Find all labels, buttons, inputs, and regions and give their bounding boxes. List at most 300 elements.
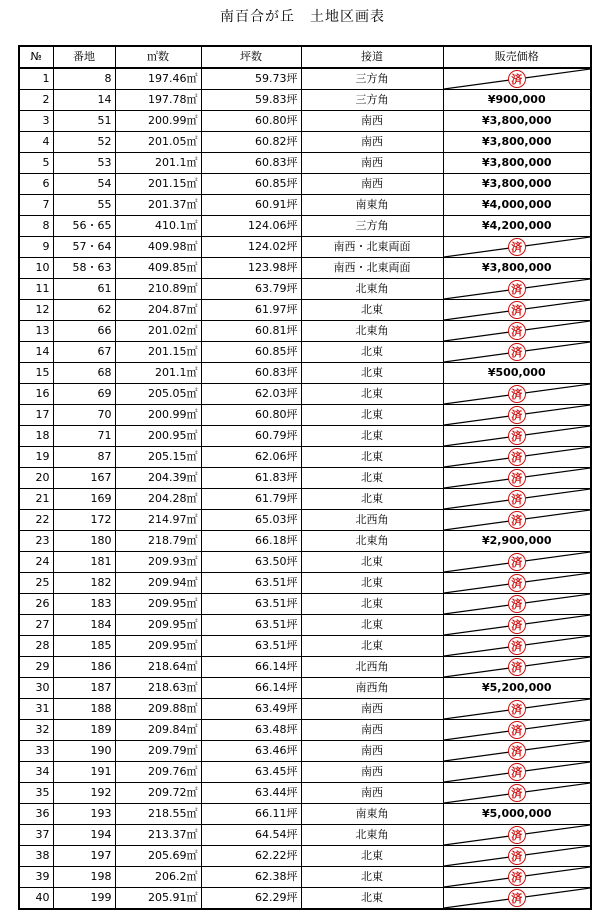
cell-lot: 58・63 — [53, 258, 115, 279]
cell-road: 南西 — [301, 762, 443, 783]
cell-price-sold — [443, 237, 591, 258]
cell-no: 25 — [19, 573, 53, 594]
cell-road: 北東 — [301, 426, 443, 447]
cell-lot: 186 — [53, 657, 115, 678]
cell-no: 9 — [19, 237, 53, 258]
header-price: 販売価格 — [443, 46, 591, 68]
cell-lot: 52 — [53, 132, 115, 153]
cell-lot: 54 — [53, 174, 115, 195]
cell-lot: 68 — [53, 363, 115, 384]
cell-price: ¥4,000,000 — [443, 195, 591, 216]
cell-road: 南西 — [301, 699, 443, 720]
cell-price: ¥5,000,000 — [443, 804, 591, 825]
table-row — [19, 720, 591, 741]
cell-area-tsubo: 63.48坪 — [201, 720, 301, 741]
table-row — [19, 132, 591, 153]
cell-lot: 51 — [53, 111, 115, 132]
cell-no: 12 — [19, 300, 53, 321]
cell-lot: 182 — [53, 573, 115, 594]
cell-no: 4 — [19, 132, 53, 153]
cell-road: 北東 — [301, 867, 443, 888]
table-row — [19, 846, 591, 867]
cell-lot: 185 — [53, 636, 115, 657]
cell-area-m2: 201.15㎡ — [115, 174, 201, 195]
cell-price-sold — [443, 489, 591, 510]
cell-road: 北東 — [301, 384, 443, 405]
cell-lot: 69 — [53, 384, 115, 405]
cell-no: 30 — [19, 678, 53, 699]
cell-price-sold — [443, 594, 591, 615]
header-no: № — [19, 46, 53, 68]
cell-lot: 184 — [53, 615, 115, 636]
cell-road: 北東角 — [301, 531, 443, 552]
cell-area-tsubo: 63.44坪 — [201, 783, 301, 804]
cell-area-tsubo: 60.82坪 — [201, 132, 301, 153]
cell-area-m2: 205.91㎡ — [115, 888, 201, 910]
cell-no: 27 — [19, 615, 53, 636]
cell-area-m2: 205.05㎡ — [115, 384, 201, 405]
cell-price-sold — [443, 615, 591, 636]
cell-no: 6 — [19, 174, 53, 195]
cell-road: 北東 — [301, 342, 443, 363]
cell-no: 38 — [19, 846, 53, 867]
cell-road: 南西 — [301, 111, 443, 132]
header-lot: 番地 — [53, 46, 115, 68]
table-row — [19, 300, 591, 321]
cell-no: 34 — [19, 762, 53, 783]
cell-area-m2: 218.79㎡ — [115, 531, 201, 552]
cell-lot: 192 — [53, 783, 115, 804]
cell-area-tsubo: 60.91坪 — [201, 195, 301, 216]
header-road: 接道 — [301, 46, 443, 68]
sold-stamp-icon: 済 — [508, 595, 526, 613]
sold-stamp-icon: 済 — [508, 847, 526, 865]
cell-price: ¥3,800,000 — [443, 132, 591, 153]
sold-stamp-icon: 済 — [508, 406, 526, 424]
cell-road: 北東 — [301, 447, 443, 468]
cell-price-sold — [443, 636, 591, 657]
cell-no: 19 — [19, 447, 53, 468]
cell-area-tsubo: 62.29坪 — [201, 888, 301, 910]
cell-area-tsubo: 62.38坪 — [201, 867, 301, 888]
cell-area-tsubo: 66.11坪 — [201, 804, 301, 825]
cell-price-sold — [443, 279, 591, 300]
cell-area-m2: 200.99㎡ — [115, 405, 201, 426]
sold-stamp-icon: 済 — [508, 868, 526, 886]
cell-price-sold — [443, 699, 591, 720]
cell-price: ¥3,800,000 — [443, 174, 591, 195]
cell-lot: 188 — [53, 699, 115, 720]
cell-area-tsubo: 123.98坪 — [201, 258, 301, 279]
cell-area-tsubo: 65.03坪 — [201, 510, 301, 531]
cell-area-m2: 201.02㎡ — [115, 321, 201, 342]
cell-price-sold — [443, 846, 591, 867]
cell-area-m2: 218.64㎡ — [115, 657, 201, 678]
table-row — [19, 678, 591, 699]
cell-no: 15 — [19, 363, 53, 384]
sold-stamp-icon: 済 — [508, 637, 526, 655]
cell-no: 7 — [19, 195, 53, 216]
cell-area-tsubo: 66.14坪 — [201, 657, 301, 678]
cell-area-tsubo: 63.51坪 — [201, 615, 301, 636]
table-row — [19, 552, 591, 573]
cell-area-m2: 200.95㎡ — [115, 426, 201, 447]
cell-price-sold — [443, 300, 591, 321]
cell-road: 北東 — [301, 489, 443, 510]
cell-area-m2: 200.99㎡ — [115, 111, 201, 132]
table-row — [19, 468, 591, 489]
cell-area-tsubo: 60.79坪 — [201, 426, 301, 447]
cell-price-sold — [443, 657, 591, 678]
sold-stamp-icon: 済 — [508, 448, 526, 466]
sold-stamp-icon: 済 — [508, 658, 526, 676]
cell-lot: 190 — [53, 741, 115, 762]
sold-stamp-icon: 済 — [508, 553, 526, 571]
sold-stamp-icon: 済 — [508, 889, 526, 907]
cell-area-m2: 205.15㎡ — [115, 447, 201, 468]
cell-road: 北東角 — [301, 321, 443, 342]
table-row — [19, 216, 591, 237]
cell-lot: 198 — [53, 867, 115, 888]
cell-road: 南西 — [301, 132, 443, 153]
cell-area-tsubo: 61.97坪 — [201, 300, 301, 321]
table-row — [19, 825, 591, 846]
cell-road: 北東 — [301, 888, 443, 910]
cell-area-tsubo: 60.85坪 — [201, 174, 301, 195]
cell-price-sold — [443, 510, 591, 531]
cell-area-m2: 204.28㎡ — [115, 489, 201, 510]
cell-area-tsubo: 63.79坪 — [201, 279, 301, 300]
sold-stamp-icon: 済 — [508, 490, 526, 508]
cell-area-m2: 213.37㎡ — [115, 825, 201, 846]
cell-price-sold — [443, 762, 591, 783]
cell-road: 南西・北東両面 — [301, 237, 443, 258]
cell-lot: 53 — [53, 153, 115, 174]
cell-price: ¥3,800,000 — [443, 111, 591, 132]
cell-road: 北東 — [301, 846, 443, 867]
table-row — [19, 153, 591, 174]
cell-road: 南東角 — [301, 804, 443, 825]
table-row — [19, 489, 591, 510]
sold-stamp-icon: 済 — [508, 763, 526, 781]
cell-lot: 197 — [53, 846, 115, 867]
page-title: 南百合が丘 土地区画表 — [220, 9, 385, 25]
table-row — [19, 615, 591, 636]
cell-area-tsubo: 60.81坪 — [201, 321, 301, 342]
cell-area-m2: 197.46㎡ — [115, 68, 201, 90]
cell-area-tsubo: 64.54坪 — [201, 825, 301, 846]
cell-area-m2: 201.1㎡ — [115, 153, 201, 174]
cell-road: 南西角 — [301, 678, 443, 699]
cell-area-m2: 201.37㎡ — [115, 195, 201, 216]
cell-price-sold — [443, 68, 591, 90]
cell-lot: 56・65 — [53, 216, 115, 237]
cell-lot: 167 — [53, 468, 115, 489]
sold-stamp-icon: 済 — [508, 742, 526, 760]
cell-area-m2: 197.78㎡ — [115, 90, 201, 111]
cell-area-tsubo: 59.73坪 — [201, 68, 301, 90]
sold-stamp-icon: 済 — [508, 322, 526, 340]
table-row — [19, 594, 591, 615]
cell-lot: 67 — [53, 342, 115, 363]
cell-no: 40 — [19, 888, 53, 910]
cell-area-tsubo: 60.83坪 — [201, 363, 301, 384]
cell-no: 3 — [19, 111, 53, 132]
sold-stamp-icon: 済 — [508, 616, 526, 634]
cell-lot: 57・64 — [53, 237, 115, 258]
header-area-tsubo: 坪数 — [201, 46, 301, 68]
table-row — [19, 762, 591, 783]
cell-price: ¥500,000 — [443, 363, 591, 384]
cell-price-sold — [443, 342, 591, 363]
table-body — [19, 68, 591, 909]
cell-area-m2: 209.95㎡ — [115, 594, 201, 615]
cell-area-tsubo: 60.83坪 — [201, 153, 301, 174]
cell-no: 1 — [19, 68, 53, 90]
cell-price-sold — [443, 783, 591, 804]
cell-no: 33 — [19, 741, 53, 762]
cell-lot: 183 — [53, 594, 115, 615]
cell-area-tsubo: 66.18坪 — [201, 531, 301, 552]
cell-price-sold — [443, 426, 591, 447]
table-row — [19, 888, 591, 910]
cell-no: 2 — [19, 90, 53, 111]
cell-area-tsubo: 63.51坪 — [201, 636, 301, 657]
table-row — [19, 258, 591, 279]
cell-lot: 8 — [53, 68, 115, 90]
table-row — [19, 783, 591, 804]
cell-no: 32 — [19, 720, 53, 741]
cell-road: 北東 — [301, 636, 443, 657]
sold-stamp-icon: 済 — [508, 700, 526, 718]
cell-area-m2: 209.95㎡ — [115, 636, 201, 657]
cell-area-m2: 209.88㎡ — [115, 699, 201, 720]
cell-price: ¥3,800,000 — [443, 153, 591, 174]
cell-area-tsubo: 124.06坪 — [201, 216, 301, 237]
sold-stamp-icon: 済 — [508, 469, 526, 487]
cell-price-sold — [443, 321, 591, 342]
table-row — [19, 867, 591, 888]
cell-area-tsubo: 60.80坪 — [201, 405, 301, 426]
table-row — [19, 237, 591, 258]
table-row — [19, 363, 591, 384]
cell-road: 南東角 — [301, 195, 443, 216]
table-row — [19, 510, 591, 531]
cell-area-m2: 204.39㎡ — [115, 468, 201, 489]
table-row — [19, 174, 591, 195]
cell-lot: 194 — [53, 825, 115, 846]
cell-area-tsubo: 63.51坪 — [201, 594, 301, 615]
cell-road: 三方角 — [301, 68, 443, 90]
cell-price-sold — [443, 888, 591, 910]
cell-lot: 61 — [53, 279, 115, 300]
cell-road: 南西 — [301, 153, 443, 174]
sold-stamp-icon: 済 — [508, 784, 526, 802]
cell-lot: 70 — [53, 405, 115, 426]
cell-area-tsubo: 66.14坪 — [201, 678, 301, 699]
cell-no: 36 — [19, 804, 53, 825]
cell-price: ¥4,200,000 — [443, 216, 591, 237]
cell-road: 南西・北東両面 — [301, 258, 443, 279]
cell-lot: 181 — [53, 552, 115, 573]
sold-stamp-icon: 済 — [508, 238, 526, 256]
cell-price: ¥2,900,000 — [443, 531, 591, 552]
cell-no: 37 — [19, 825, 53, 846]
cell-price-sold — [443, 867, 591, 888]
cell-area-m2: 209.76㎡ — [115, 762, 201, 783]
cell-area-m2: 409.98㎡ — [115, 237, 201, 258]
cell-lot: 189 — [53, 720, 115, 741]
cell-road: 北東 — [301, 405, 443, 426]
table-row — [19, 279, 591, 300]
cell-area-tsubo: 61.83坪 — [201, 468, 301, 489]
header-area-m2: ㎡数 — [115, 46, 201, 68]
cell-lot: 172 — [53, 510, 115, 531]
cell-price: ¥5,200,000 — [443, 678, 591, 699]
cell-lot: 193 — [53, 804, 115, 825]
cell-road: 北東 — [301, 573, 443, 594]
cell-road: 北東 — [301, 615, 443, 636]
cell-area-m2: 201.15㎡ — [115, 342, 201, 363]
cell-area-m2: 205.69㎡ — [115, 846, 201, 867]
cell-lot: 55 — [53, 195, 115, 216]
cell-area-m2: 209.93㎡ — [115, 552, 201, 573]
cell-area-m2: 209.72㎡ — [115, 783, 201, 804]
cell-area-tsubo: 60.80坪 — [201, 111, 301, 132]
cell-area-m2: 409.85㎡ — [115, 258, 201, 279]
cell-price: ¥3,800,000 — [443, 258, 591, 279]
sold-stamp-icon: 済 — [508, 427, 526, 445]
cell-no: 21 — [19, 489, 53, 510]
sold-stamp-icon: 済 — [508, 385, 526, 403]
cell-road: 北東角 — [301, 825, 443, 846]
cell-no: 5 — [19, 153, 53, 174]
cell-price-sold — [443, 552, 591, 573]
cell-lot: 66 — [53, 321, 115, 342]
table-row — [19, 384, 591, 405]
table-row — [19, 321, 591, 342]
cell-road: 北東角 — [301, 279, 443, 300]
sold-stamp-icon: 済 — [508, 70, 526, 88]
cell-price-sold — [443, 447, 591, 468]
sold-stamp-icon: 済 — [508, 826, 526, 844]
cell-area-tsubo: 63.51坪 — [201, 573, 301, 594]
cell-lot: 199 — [53, 888, 115, 910]
cell-area-tsubo: 62.22坪 — [201, 846, 301, 867]
cell-road: 北東 — [301, 300, 443, 321]
table-row — [19, 90, 591, 111]
cell-area-tsubo: 63.49坪 — [201, 699, 301, 720]
cell-lot: 169 — [53, 489, 115, 510]
cell-area-m2: 201.05㎡ — [115, 132, 201, 153]
table-row — [19, 68, 591, 90]
table-row — [19, 804, 591, 825]
cell-road: 南西 — [301, 720, 443, 741]
table-row — [19, 531, 591, 552]
cell-road: 南西 — [301, 741, 443, 762]
cell-road: 北東 — [301, 363, 443, 384]
cell-no: 23 — [19, 531, 53, 552]
cell-area-m2: 209.79㎡ — [115, 741, 201, 762]
cell-no: 18 — [19, 426, 53, 447]
table-row — [19, 741, 591, 762]
cell-area-tsubo: 61.79坪 — [201, 489, 301, 510]
cell-no: 17 — [19, 405, 53, 426]
cell-lot: 180 — [53, 531, 115, 552]
cell-road: 三方角 — [301, 90, 443, 111]
cell-no: 14 — [19, 342, 53, 363]
cell-price-sold — [443, 468, 591, 489]
cell-area-tsubo: 60.85坪 — [201, 342, 301, 363]
cell-area-tsubo: 62.06坪 — [201, 447, 301, 468]
table-row — [19, 195, 591, 216]
cell-no: 8 — [19, 216, 53, 237]
cell-no: 22 — [19, 510, 53, 531]
table-row — [19, 111, 591, 132]
cell-lot: 14 — [53, 90, 115, 111]
table-row — [19, 657, 591, 678]
cell-area-m2: 214.97㎡ — [115, 510, 201, 531]
cell-price-sold — [443, 384, 591, 405]
cell-lot: 187 — [53, 678, 115, 699]
cell-area-m2: 209.95㎡ — [115, 615, 201, 636]
cell-no: 26 — [19, 594, 53, 615]
table-header-row — [19, 46, 591, 68]
cell-area-tsubo: 124.02坪 — [201, 237, 301, 258]
sold-stamp-icon: 済 — [508, 343, 526, 361]
cell-road: 北西角 — [301, 510, 443, 531]
cell-lot: 87 — [53, 447, 115, 468]
land-lot-table — [18, 45, 592, 910]
cell-lot: 71 — [53, 426, 115, 447]
cell-area-tsubo: 63.45坪 — [201, 762, 301, 783]
cell-no: 28 — [19, 636, 53, 657]
cell-area-tsubo: 63.50坪 — [201, 552, 301, 573]
cell-price-sold — [443, 741, 591, 762]
sold-stamp-icon: 済 — [508, 511, 526, 529]
cell-no: 20 — [19, 468, 53, 489]
cell-area-m2: 204.87㎡ — [115, 300, 201, 321]
cell-area-m2: 201.1㎡ — [115, 363, 201, 384]
cell-no: 16 — [19, 384, 53, 405]
cell-road: 北西角 — [301, 657, 443, 678]
cell-area-m2: 218.55㎡ — [115, 804, 201, 825]
cell-price-sold — [443, 825, 591, 846]
table-row — [19, 447, 591, 468]
cell-area-m2: 209.94㎡ — [115, 573, 201, 594]
cell-no: 24 — [19, 552, 53, 573]
cell-price-sold — [443, 573, 591, 594]
cell-area-m2: 206.2㎡ — [115, 867, 201, 888]
cell-road: 北東 — [301, 468, 443, 489]
sold-stamp-icon: 済 — [508, 280, 526, 298]
cell-area-tsubo: 62.03坪 — [201, 384, 301, 405]
table-row — [19, 573, 591, 594]
cell-road: 南西 — [301, 783, 443, 804]
cell-road: 北東 — [301, 552, 443, 573]
cell-no: 13 — [19, 321, 53, 342]
cell-road: 三方角 — [301, 216, 443, 237]
cell-area-tsubo: 59.83坪 — [201, 90, 301, 111]
table-row — [19, 636, 591, 657]
cell-no: 31 — [19, 699, 53, 720]
cell-lot: 191 — [53, 762, 115, 783]
cell-price-sold — [443, 720, 591, 741]
cell-price: ¥900,000 — [443, 90, 591, 111]
table-row — [19, 342, 591, 363]
table-row — [19, 426, 591, 447]
sold-stamp-icon: 済 — [508, 721, 526, 739]
